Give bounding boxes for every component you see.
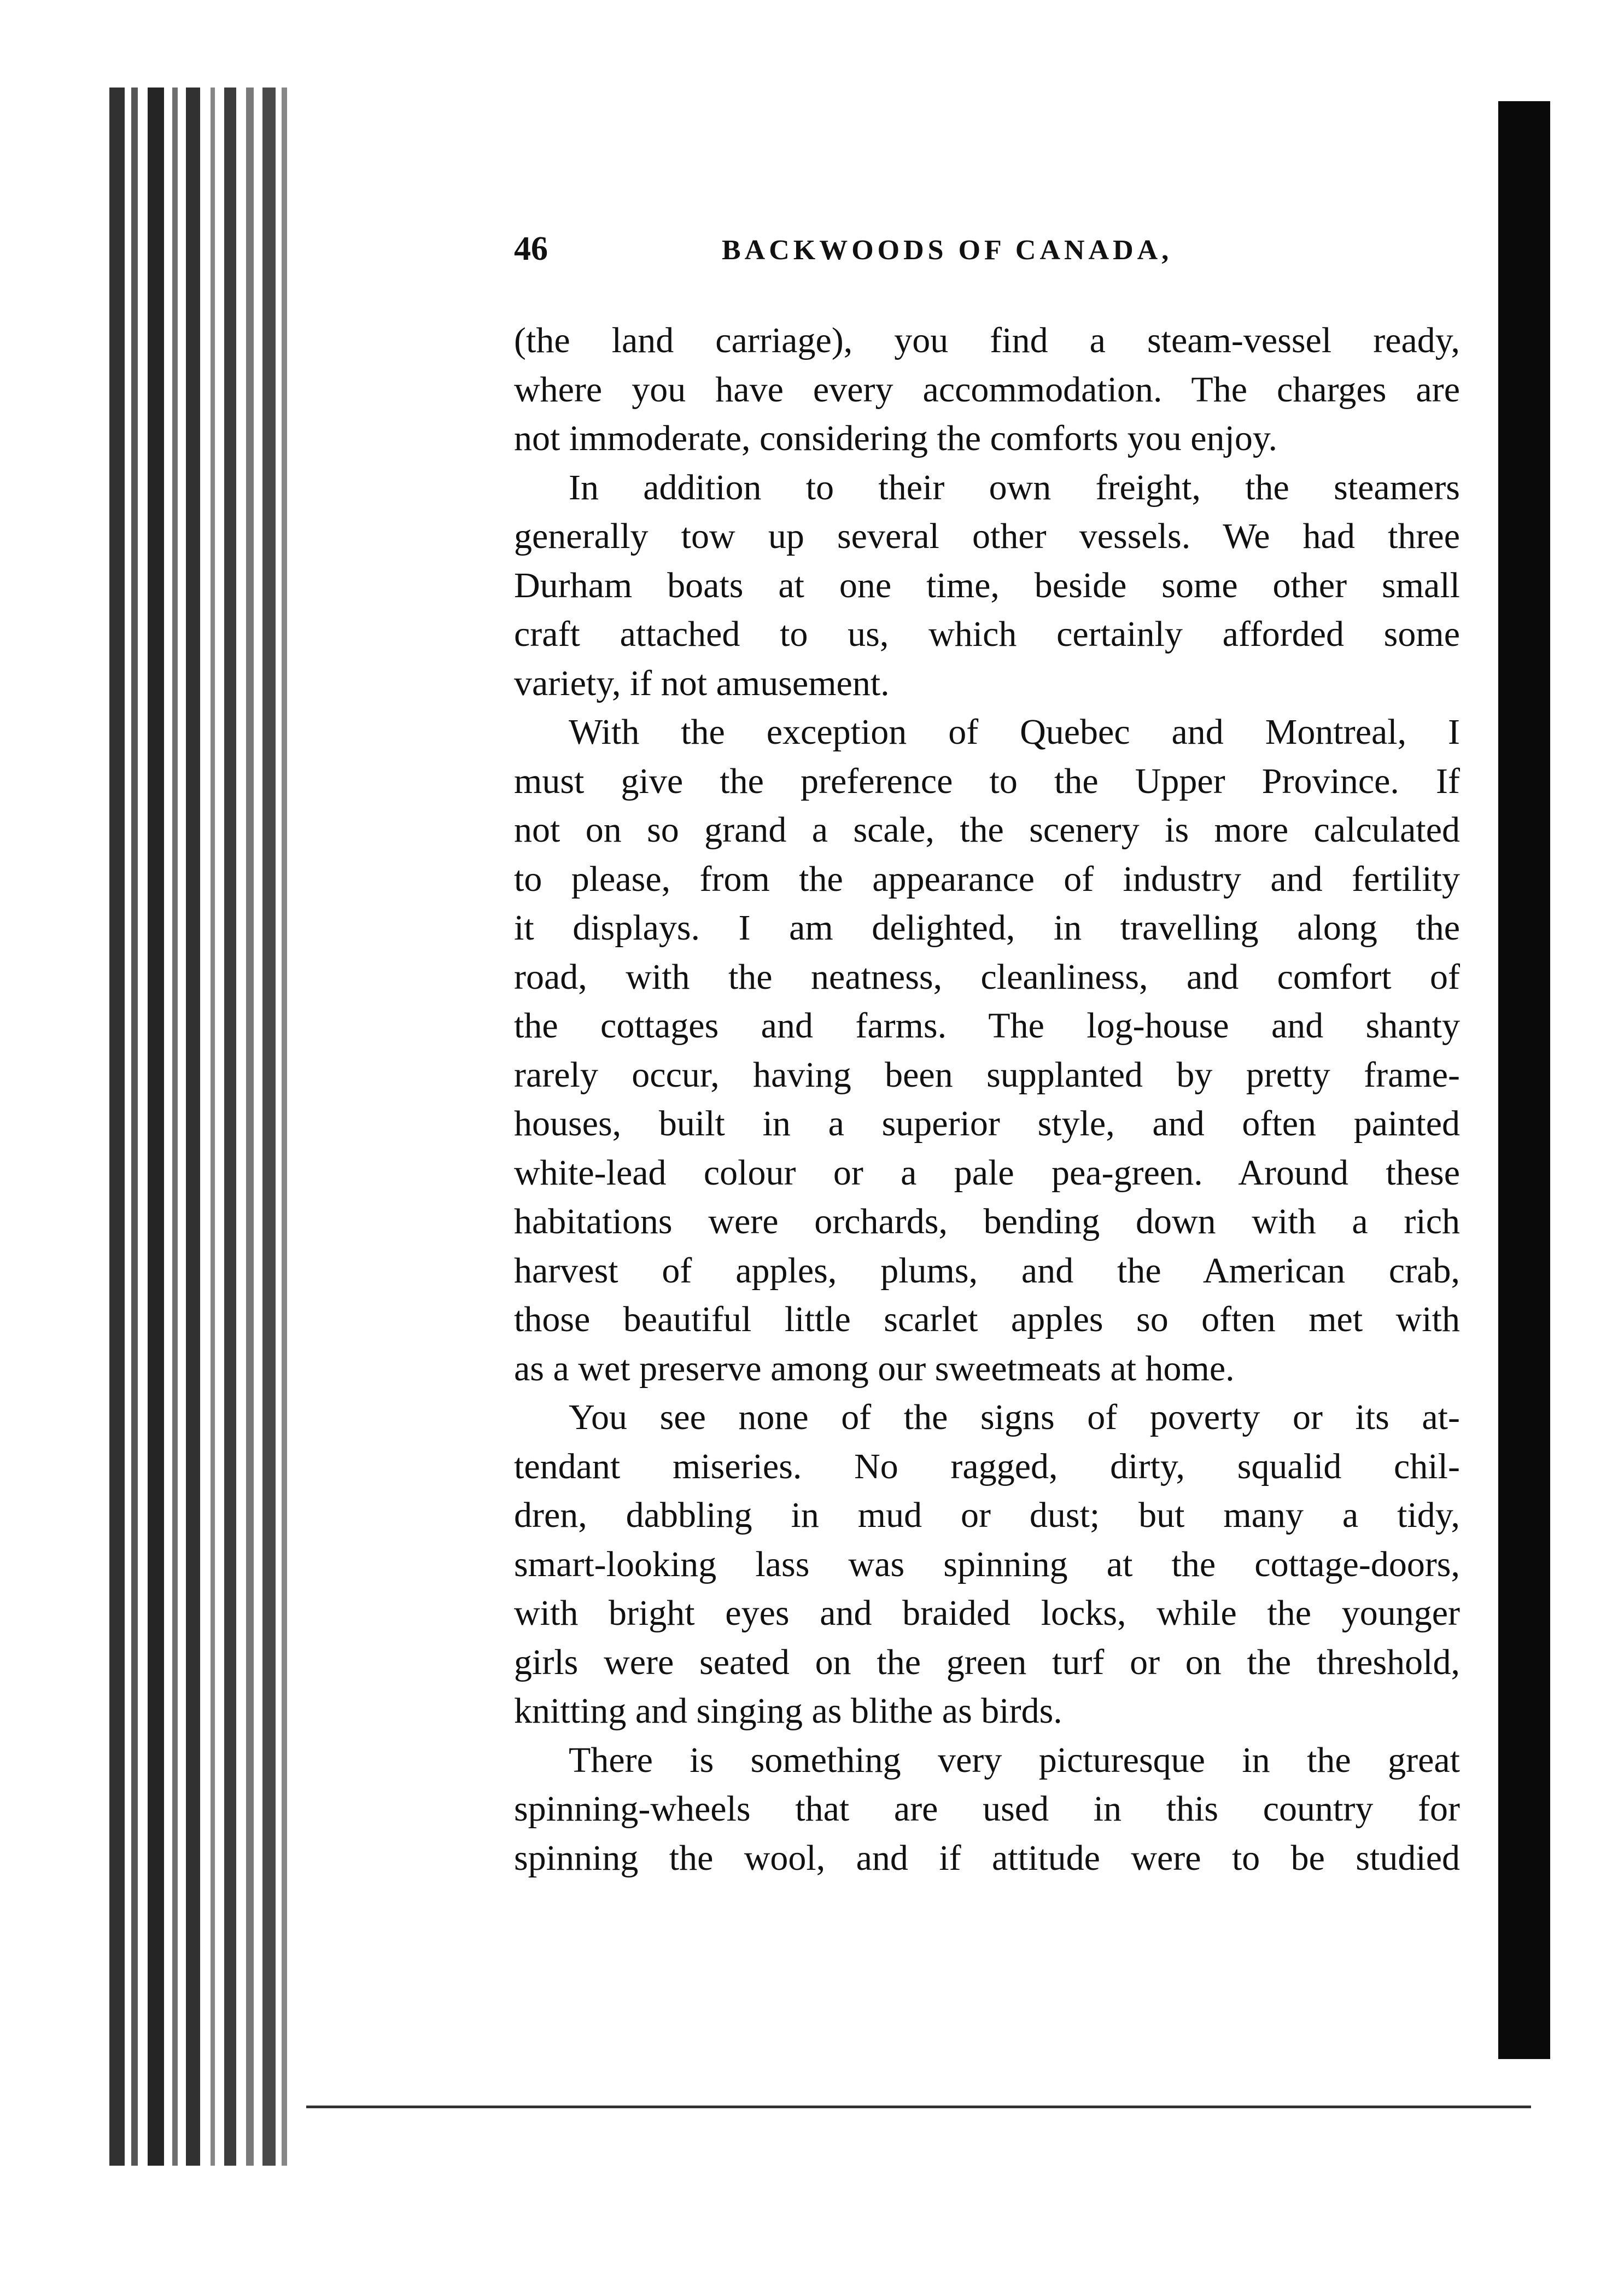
text-line: harvest of apples, plums, and the American crab,: [514, 1250, 1460, 1291]
text-line: With the exception of Quebec and Montreal, I: [569, 712, 1460, 752]
text-line: rarely occur, having been supplanted by pretty frame-: [514, 1054, 1460, 1095]
book-binding-shadow: [109, 88, 290, 2166]
text-line: spinning the wool, and if attitude were to be studied: [514, 1838, 1460, 1878]
page-number: 46: [514, 230, 548, 267]
text-line: Durham boats at one time, beside some other small: [514, 565, 1460, 605]
running-title: BACKWOODS OF CANADA,: [722, 235, 1173, 266]
text-line: smart-looking lass was spinning at the cottage-doors,: [514, 1544, 1460, 1584]
text-line: There is something very picturesque in the great: [569, 1740, 1460, 1780]
page-bottom-edge: [306, 2106, 1531, 2108]
text-line: road, with the neatness, cleanliness, and comfort of: [514, 957, 1460, 997]
text-line: craft attached to us, which certainly afforded some: [514, 614, 1460, 654]
text-line: dren, dabbling in mud or dust; but many a tidy,: [514, 1495, 1460, 1535]
text-line: not immoderate, considering the comforts you enjoy.: [514, 418, 1278, 458]
text-line: those beautiful little scarlet apples so often met with: [514, 1299, 1460, 1339]
text-line: houses, built in a superior style, and often painted: [514, 1104, 1460, 1144]
book-page: [514, 230, 1460, 1882]
text-line: variety, if not amusement.: [514, 663, 890, 703]
text-line: habitations were orchards, bending down with a rich: [514, 1202, 1460, 1241]
text-line: In addition to their own freight, the steamers: [569, 467, 1460, 508]
text-line: generally tow up several other vessels. We had three: [514, 516, 1460, 556]
text-line: knitting and singing as blithe as birds.: [514, 1691, 1062, 1731]
text-line: it displays. I am delighted, in travelling along the: [514, 908, 1460, 948]
text-line: to please, from the appearance of industry and fertility: [514, 859, 1460, 899]
text-line: as a wet preserve among our sweetmeats at home.: [514, 1348, 1235, 1389]
text-line: where you have every accommodation. The charges are: [514, 369, 1460, 410]
text-line: (the land carriage), you find a steam-vessel ready,: [514, 320, 1460, 360]
text-line: with bright eyes and braided locks, while the younger: [514, 1593, 1460, 1633]
text-line: You see none of the signs of poverty or its at-: [569, 1397, 1460, 1437]
text-line: spinning-wheels that are used in this country for: [514, 1789, 1460, 1829]
text-line: not on so grand a scale, the scenery is more calculated: [514, 810, 1460, 850]
text-line: girls were seated on the green turf or on the threshold,: [514, 1642, 1460, 1682]
body-text: [514, 316, 1460, 1882]
text-line: white-lead colour or a pale pea-green. Around these: [514, 1152, 1460, 1193]
text-line: must give the preference to the Upper Province. If: [514, 761, 1460, 801]
page-edge-shadow: [1498, 101, 1550, 2059]
text-line: the cottages and farms. The log-house and shanty: [514, 1006, 1460, 1046]
text-line: tendant miseries. No ragged, dirty, squalid chil-: [514, 1446, 1460, 1486]
running-head: [514, 230, 1460, 279]
